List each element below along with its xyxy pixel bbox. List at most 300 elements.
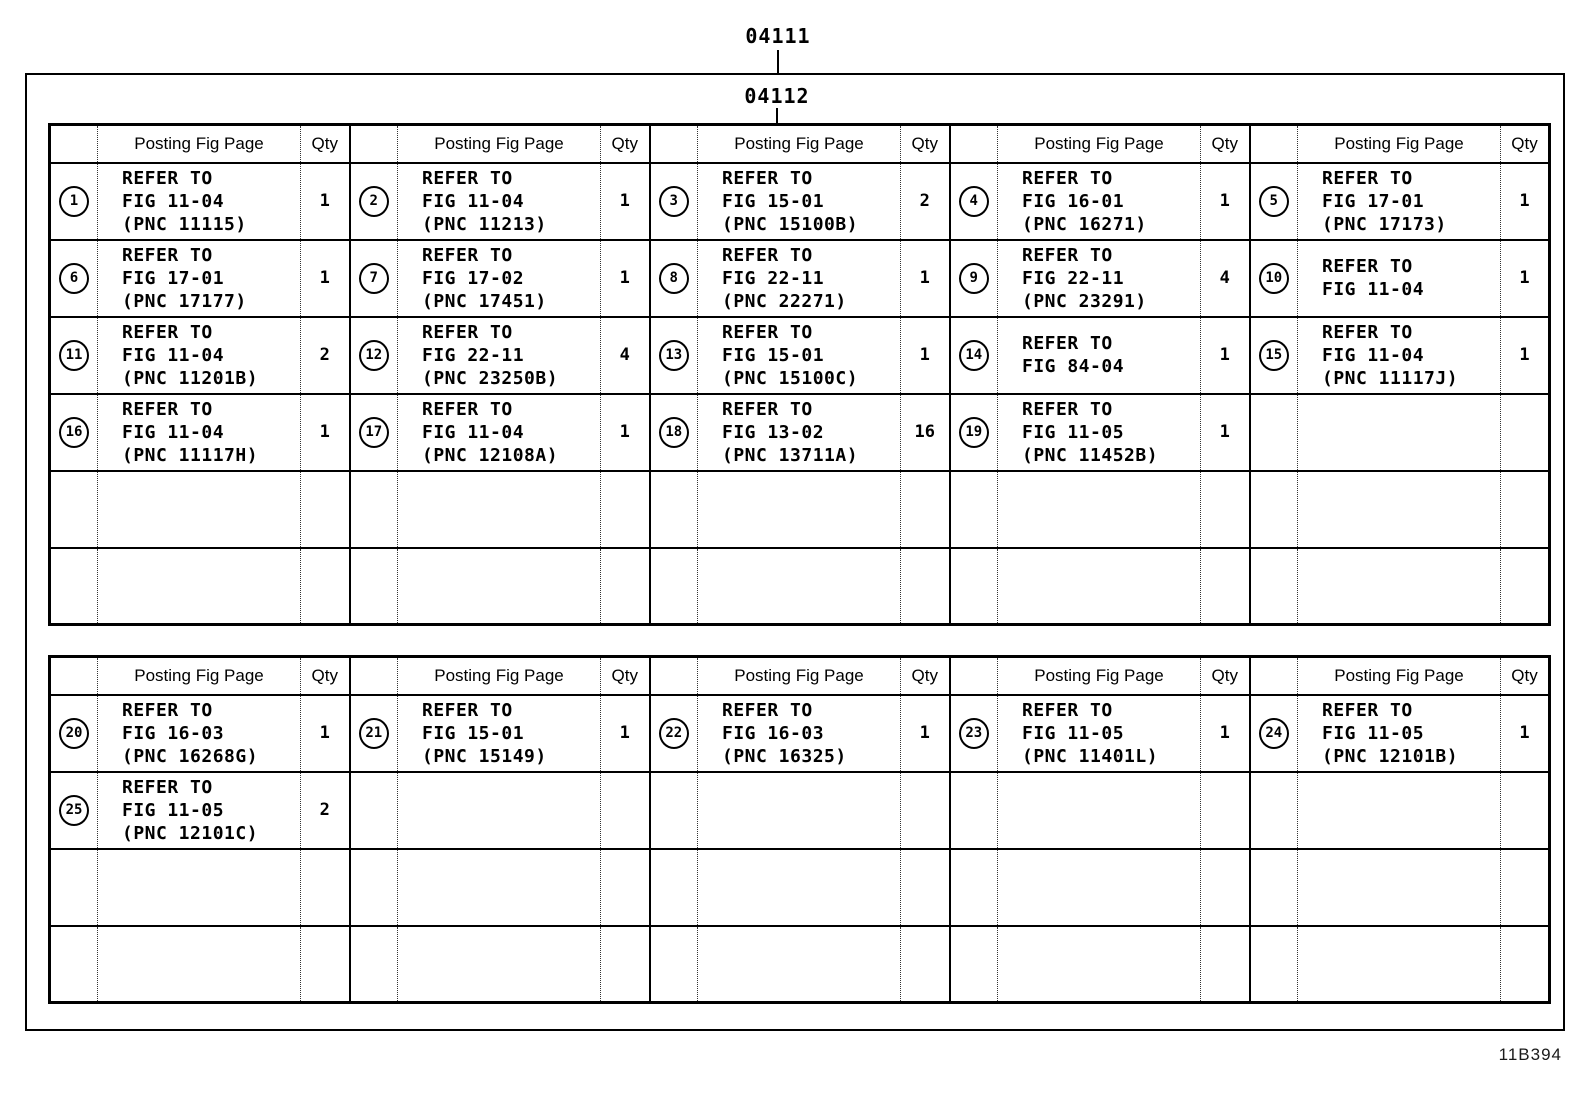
qty-value-cell xyxy=(301,317,350,394)
refer-to-text xyxy=(722,244,900,313)
qty-value-cell xyxy=(901,394,950,471)
refer-to-line: REFER TO xyxy=(422,398,513,420)
qty-value-cell xyxy=(901,240,950,317)
posting-fig-page-header: Posting Fig Page xyxy=(1298,657,1501,695)
qty-value: 2 xyxy=(319,800,330,820)
item-number-cell xyxy=(650,849,698,926)
refer-to-line: (PNC 12108A) xyxy=(422,444,559,466)
qty-value: 1 xyxy=(319,422,330,442)
refer-to-line: REFER TO xyxy=(1022,333,1113,354)
refer-to-line: (PNC 23250B) xyxy=(422,367,559,389)
qty-value-cell xyxy=(1201,548,1250,625)
qty-value-cell xyxy=(601,772,650,849)
refer-to-line: REFER TO xyxy=(722,398,813,420)
item-number-cell xyxy=(50,926,98,1003)
item-number-badge: 2 xyxy=(359,186,389,217)
item-number-badge: 17 xyxy=(359,417,389,448)
qty-header: Qty xyxy=(901,657,950,695)
refer-to-line: (PNC 16268G) xyxy=(122,745,259,767)
qty-value: 1 xyxy=(319,268,330,288)
refer-to-text xyxy=(122,398,300,467)
qty-value-cell xyxy=(601,695,650,772)
qty-value-cell xyxy=(1501,240,1550,317)
posting-fig-cell xyxy=(698,548,901,625)
refer-to-line: FIG 17-02 xyxy=(422,267,525,289)
drawing-code: 11B394 xyxy=(1498,1045,1562,1064)
item-number-badge: 9 xyxy=(959,263,989,294)
refer-to-text xyxy=(122,167,300,236)
item-number-badge: 4 xyxy=(959,186,989,217)
qty-value-cell xyxy=(601,317,650,394)
qty-value-cell xyxy=(1201,163,1250,240)
refer-to-text xyxy=(722,167,900,236)
item-number-cell xyxy=(950,926,998,1003)
item-number-cell xyxy=(50,240,98,317)
posting-fig-cell xyxy=(1298,548,1501,625)
item-number-badge: 13 xyxy=(659,340,689,371)
refer-to-text xyxy=(1022,244,1200,313)
refer-to-line: FIG 11-04 xyxy=(422,190,525,212)
item-number-cell xyxy=(650,240,698,317)
qty-value: 1 xyxy=(1219,723,1230,743)
item-column-header xyxy=(950,657,998,695)
posting-fig-cell xyxy=(1298,926,1501,1003)
posting-fig-cell xyxy=(998,695,1201,772)
qty-value: 1 xyxy=(1219,345,1230,365)
refer-to-line: REFER TO xyxy=(422,167,513,189)
qty-value: 1 xyxy=(619,723,630,743)
posting-fig-cell xyxy=(1298,471,1501,548)
qty-value: 1 xyxy=(919,345,930,365)
item-number-cell xyxy=(950,471,998,548)
refer-to-line: FIG 16-01 xyxy=(1022,190,1125,212)
item-column-header xyxy=(1250,657,1298,695)
qty-value-cell xyxy=(601,471,650,548)
figure-number-label: 04111 xyxy=(745,24,811,48)
refer-to-line: FIG 11-04 xyxy=(122,344,225,366)
posting-fig-cell xyxy=(698,240,901,317)
item-number-cell xyxy=(950,240,998,317)
posting-fig-cell xyxy=(698,849,901,926)
posting-fig-cell xyxy=(98,548,301,625)
posting-fig-cell xyxy=(998,926,1201,1003)
refer-to-line: (PNC 11201B) xyxy=(122,367,259,389)
refer-to-line: FIG 22-11 xyxy=(422,344,525,366)
item-number-cell xyxy=(1250,926,1298,1003)
refer-to-line: REFER TO xyxy=(422,699,513,721)
qty-header: Qty xyxy=(601,125,650,163)
qty-value: 1 xyxy=(1519,191,1530,211)
qty-value: 1 xyxy=(619,191,630,211)
posting-fig-page-header: Posting Fig Page xyxy=(98,657,301,695)
posting-fig-cell xyxy=(698,394,901,471)
refer-to-line: FIG 11-05 xyxy=(1022,722,1125,744)
posting-fig-cell xyxy=(398,849,601,926)
item-number-badge: 21 xyxy=(359,718,389,749)
posting-fig-cell xyxy=(998,163,1201,240)
item-number-cell xyxy=(950,394,998,471)
item-column-header xyxy=(950,125,998,163)
refer-to-line: (PNC 12101B) xyxy=(1322,745,1459,767)
refer-to-line: REFER TO xyxy=(122,398,213,420)
lower-reference-table-area xyxy=(48,655,1551,1004)
qty-value: 1 xyxy=(1519,723,1530,743)
qty-value-cell xyxy=(1201,849,1250,926)
refer-to-text xyxy=(722,398,900,467)
refer-to-text xyxy=(122,321,300,390)
posting-fig-page-header: Posting Fig Page xyxy=(398,657,601,695)
table-row xyxy=(50,394,1550,471)
item-column-header xyxy=(1250,125,1298,163)
refer-to-text xyxy=(1322,699,1500,768)
refer-to-text xyxy=(422,321,600,390)
qty-value-cell xyxy=(1501,772,1550,849)
posting-fig-cell xyxy=(398,772,601,849)
item-number-badge: 8 xyxy=(659,263,689,294)
qty-value-cell xyxy=(1201,695,1250,772)
item-number-badge: 10 xyxy=(1259,263,1289,294)
refer-to-line: (PNC 11452B) xyxy=(1022,444,1159,466)
posting-fig-cell xyxy=(1298,317,1501,394)
posting-fig-cell xyxy=(98,240,301,317)
table-row xyxy=(50,926,1550,1003)
qty-value-cell xyxy=(301,926,350,1003)
qty-header: Qty xyxy=(1501,657,1550,695)
qty-value-cell xyxy=(1501,471,1550,548)
refer-to-line: REFER TO xyxy=(722,244,813,266)
qty-value-cell xyxy=(901,471,950,548)
refer-to-text xyxy=(722,321,900,390)
refer-to-line: REFER TO xyxy=(722,167,813,189)
item-number-badge: 23 xyxy=(959,718,989,749)
qty-value-cell xyxy=(601,849,650,926)
table-row xyxy=(50,772,1550,849)
item-number-badge: 5 xyxy=(1259,186,1289,217)
qty-value-cell xyxy=(1201,772,1250,849)
posting-fig-cell xyxy=(398,695,601,772)
qty-value: 1 xyxy=(919,268,930,288)
refer-to-line: REFER TO xyxy=(122,321,213,343)
posting-fig-cell xyxy=(998,849,1201,926)
refer-to-line: FIG 11-04 xyxy=(122,421,225,443)
refer-to-line: FIG 11-05 xyxy=(1022,421,1125,443)
item-number-cell xyxy=(1250,772,1298,849)
qty-value-cell xyxy=(301,394,350,471)
refer-to-line: (PNC 11117H) xyxy=(122,444,259,466)
item-number-cell xyxy=(350,926,398,1003)
subfigure-number-label: 04112 xyxy=(744,84,810,108)
refer-to-line: REFER TO xyxy=(1322,167,1413,189)
refer-to-line: REFER TO xyxy=(722,321,813,343)
refer-to-line: REFER TO xyxy=(122,244,213,266)
item-number-cell xyxy=(950,849,998,926)
posting-fig-cell xyxy=(398,548,601,625)
posting-fig-cell xyxy=(398,163,601,240)
posting-fig-page-header: Posting Fig Page xyxy=(98,125,301,163)
item-number-cell xyxy=(350,163,398,240)
item-number-badge: 22 xyxy=(659,718,689,749)
qty-value-cell xyxy=(1501,695,1550,772)
item-number-badge: 7 xyxy=(359,263,389,294)
refer-to-line: (PNC 17177) xyxy=(122,290,247,312)
connector-line-top xyxy=(777,50,779,73)
item-number-cell xyxy=(1250,548,1298,625)
refer-to-line: REFER TO xyxy=(1022,244,1113,266)
item-number-cell xyxy=(1250,849,1298,926)
qty-value-cell xyxy=(301,695,350,772)
qty-header: Qty xyxy=(1201,657,1250,695)
refer-to-line: FIG 16-03 xyxy=(722,722,825,744)
posting-fig-cell xyxy=(1298,695,1501,772)
refer-to-line: FIG 16-03 xyxy=(122,722,225,744)
item-number-badge: 14 xyxy=(959,340,989,371)
posting-fig-cell xyxy=(1298,240,1501,317)
qty-value-cell xyxy=(1501,394,1550,471)
item-number-badge: 20 xyxy=(59,718,89,749)
refer-to-line: REFER TO xyxy=(1022,699,1113,721)
table-row xyxy=(50,548,1550,625)
refer-to-line: FIG 11-04 xyxy=(422,421,525,443)
qty-value-cell xyxy=(901,926,950,1003)
item-number-cell xyxy=(350,849,398,926)
item-number-cell xyxy=(350,548,398,625)
item-number-cell xyxy=(650,926,698,1003)
posting-fig-cell xyxy=(998,394,1201,471)
refer-to-line: (PNC 11115) xyxy=(122,213,247,235)
item-number-badge: 18 xyxy=(659,417,689,448)
qty-value-cell xyxy=(1501,849,1550,926)
refer-to-line: REFER TO xyxy=(1322,256,1413,277)
refer-to-line: FIG 11-04 xyxy=(1322,279,1425,300)
item-number-cell xyxy=(950,548,998,625)
item-number-cell xyxy=(350,317,398,394)
qty-value: 2 xyxy=(319,345,330,365)
posting-fig-cell xyxy=(398,394,601,471)
refer-to-line: (PNC 15100C) xyxy=(722,367,859,389)
item-column-header xyxy=(350,657,398,695)
qty-value: 4 xyxy=(1219,268,1230,288)
posting-fig-cell xyxy=(698,695,901,772)
qty-value: 1 xyxy=(619,268,630,288)
table-row xyxy=(50,471,1550,548)
refer-to-line: REFER TO xyxy=(1322,321,1413,343)
refer-to-text xyxy=(1322,255,1500,301)
item-number-badge: 3 xyxy=(659,186,689,217)
qty-value-cell xyxy=(1501,926,1550,1003)
posting-fig-cell xyxy=(998,240,1201,317)
qty-value-cell xyxy=(901,695,950,772)
qty-value-cell xyxy=(1501,548,1550,625)
posting-fig-cell xyxy=(998,772,1201,849)
item-number-cell xyxy=(1250,317,1298,394)
item-number-cell xyxy=(650,317,698,394)
table-header-row xyxy=(50,125,1550,163)
item-column-header xyxy=(650,125,698,163)
item-number-cell xyxy=(50,471,98,548)
item-number-badge: 11 xyxy=(59,340,89,371)
qty-value: 1 xyxy=(1519,345,1530,365)
qty-value-cell xyxy=(1501,317,1550,394)
qty-value-cell xyxy=(301,240,350,317)
posting-fig-page-header: Posting Fig Page xyxy=(998,657,1201,695)
item-number-badge: 16 xyxy=(59,417,89,448)
refer-to-text xyxy=(122,244,300,313)
qty-value-cell xyxy=(1201,317,1250,394)
refer-to-text xyxy=(1022,398,1200,467)
item-number-cell xyxy=(350,772,398,849)
posting-fig-page-header: Posting Fig Page xyxy=(398,125,601,163)
refer-to-line: (PNC 15100B) xyxy=(722,213,859,235)
qty-value-cell xyxy=(301,163,350,240)
qty-value-cell xyxy=(301,471,350,548)
refer-to-line: FIG 11-05 xyxy=(122,799,225,821)
upper-reference-table-area xyxy=(48,123,1551,626)
refer-to-line: (PNC 15149) xyxy=(422,745,547,767)
refer-to-text xyxy=(722,699,900,768)
item-number-cell xyxy=(50,394,98,471)
refer-to-line: FIG 17-01 xyxy=(1322,190,1425,212)
item-number-cell xyxy=(650,695,698,772)
qty-value-cell xyxy=(301,548,350,625)
item-number-badge: 19 xyxy=(959,417,989,448)
posting-fig-cell xyxy=(98,695,301,772)
posting-fig-cell xyxy=(98,471,301,548)
item-number-cell xyxy=(50,695,98,772)
refer-to-text xyxy=(422,699,600,768)
qty-header: Qty xyxy=(301,125,350,163)
posting-fig-cell xyxy=(98,849,301,926)
refer-to-line: (PNC 11117J) xyxy=(1322,367,1459,389)
item-column-header xyxy=(650,657,698,695)
refer-to-line: (PNC 16271) xyxy=(1022,213,1147,235)
table-row xyxy=(50,849,1550,926)
refer-to-line: REFER TO xyxy=(1022,167,1113,189)
posting-fig-page-header: Posting Fig Page xyxy=(1298,125,1501,163)
item-number-cell xyxy=(350,695,398,772)
qty-value-cell xyxy=(601,394,650,471)
lower-reference-table xyxy=(48,655,1551,1004)
qty-value-cell xyxy=(601,548,650,625)
qty-value: 16 xyxy=(914,422,935,442)
refer-to-text xyxy=(1022,332,1200,378)
refer-to-text xyxy=(422,167,600,236)
item-number-cell xyxy=(1250,394,1298,471)
refer-to-text xyxy=(122,699,300,768)
item-number-cell xyxy=(50,772,98,849)
item-number-cell xyxy=(950,772,998,849)
item-number-cell xyxy=(650,163,698,240)
posting-fig-cell xyxy=(998,548,1201,625)
refer-to-line: FIG 17-01 xyxy=(122,267,225,289)
refer-to-line: (PNC 13711A) xyxy=(722,444,859,466)
refer-to-text xyxy=(1322,321,1500,390)
refer-to-line: (PNC 12101C) xyxy=(122,822,259,844)
posting-fig-cell xyxy=(98,163,301,240)
item-column-header xyxy=(50,125,98,163)
item-number-cell xyxy=(650,548,698,625)
qty-header: Qty xyxy=(901,125,950,163)
refer-to-text xyxy=(122,776,300,845)
qty-value: 1 xyxy=(919,723,930,743)
qty-value-cell xyxy=(601,163,650,240)
qty-value: 4 xyxy=(619,345,630,365)
qty-header: Qty xyxy=(1201,125,1250,163)
table-row xyxy=(50,317,1550,394)
refer-to-line: FIG 11-04 xyxy=(1322,344,1425,366)
refer-to-line: (PNC 17451) xyxy=(422,290,547,312)
item-column-header xyxy=(350,125,398,163)
qty-value-cell xyxy=(1201,240,1250,317)
posting-fig-cell xyxy=(698,317,901,394)
item-number-cell xyxy=(950,695,998,772)
qty-value-cell xyxy=(301,772,350,849)
refer-to-line: (PNC 11401L) xyxy=(1022,745,1159,767)
refer-to-line: FIG 84-04 xyxy=(1022,356,1125,377)
posting-fig-cell xyxy=(698,471,901,548)
item-number-badge: 15 xyxy=(1259,340,1289,371)
posting-fig-cell xyxy=(1298,394,1501,471)
posting-fig-cell xyxy=(1298,849,1501,926)
refer-to-line: FIG 15-01 xyxy=(422,722,525,744)
refer-to-line: REFER TO xyxy=(722,699,813,721)
qty-value-cell xyxy=(601,240,650,317)
qty-value-cell xyxy=(301,849,350,926)
refer-to-line: FIG 11-04 xyxy=(122,190,225,212)
qty-value-cell xyxy=(1501,163,1550,240)
posting-fig-cell xyxy=(98,394,301,471)
item-number-cell xyxy=(650,471,698,548)
posting-fig-cell xyxy=(698,772,901,849)
refer-to-line: REFER TO xyxy=(422,244,513,266)
item-number-cell xyxy=(1250,695,1298,772)
refer-to-text xyxy=(1022,167,1200,236)
refer-to-line: (PNC 11213) xyxy=(422,213,547,235)
qty-value: 1 xyxy=(1219,191,1230,211)
item-number-cell xyxy=(50,163,98,240)
posting-fig-cell xyxy=(1298,772,1501,849)
refer-to-text xyxy=(1322,167,1500,236)
refer-to-line: FIG 11-05 xyxy=(1322,722,1425,744)
refer-to-line: REFER TO xyxy=(122,699,213,721)
qty-value: 1 xyxy=(319,191,330,211)
qty-value-cell xyxy=(601,926,650,1003)
qty-value-cell xyxy=(1201,471,1250,548)
qty-value-cell xyxy=(901,849,950,926)
refer-to-line: FIG 13-02 xyxy=(722,421,825,443)
posting-fig-cell xyxy=(98,926,301,1003)
refer-to-line: FIG 15-01 xyxy=(722,344,825,366)
refer-to-line: FIG 22-11 xyxy=(1022,267,1125,289)
refer-to-line: (PNC 17173) xyxy=(1322,213,1447,235)
posting-fig-cell xyxy=(398,240,601,317)
item-number-badge: 25 xyxy=(59,795,89,826)
posting-fig-cell xyxy=(398,926,601,1003)
table-row xyxy=(50,163,1550,240)
posting-fig-cell xyxy=(698,163,901,240)
item-number-badge: 24 xyxy=(1259,718,1289,749)
item-number-cell xyxy=(950,163,998,240)
qty-header: Qty xyxy=(1501,125,1550,163)
qty-header: Qty xyxy=(601,657,650,695)
refer-to-text xyxy=(422,398,600,467)
qty-value: 1 xyxy=(319,723,330,743)
qty-value: 2 xyxy=(919,191,930,211)
qty-value-cell xyxy=(1201,394,1250,471)
refer-to-line: (PNC 16325) xyxy=(722,745,847,767)
qty-header: Qty xyxy=(301,657,350,695)
qty-value: 1 xyxy=(1519,268,1530,288)
item-number-cell xyxy=(50,849,98,926)
